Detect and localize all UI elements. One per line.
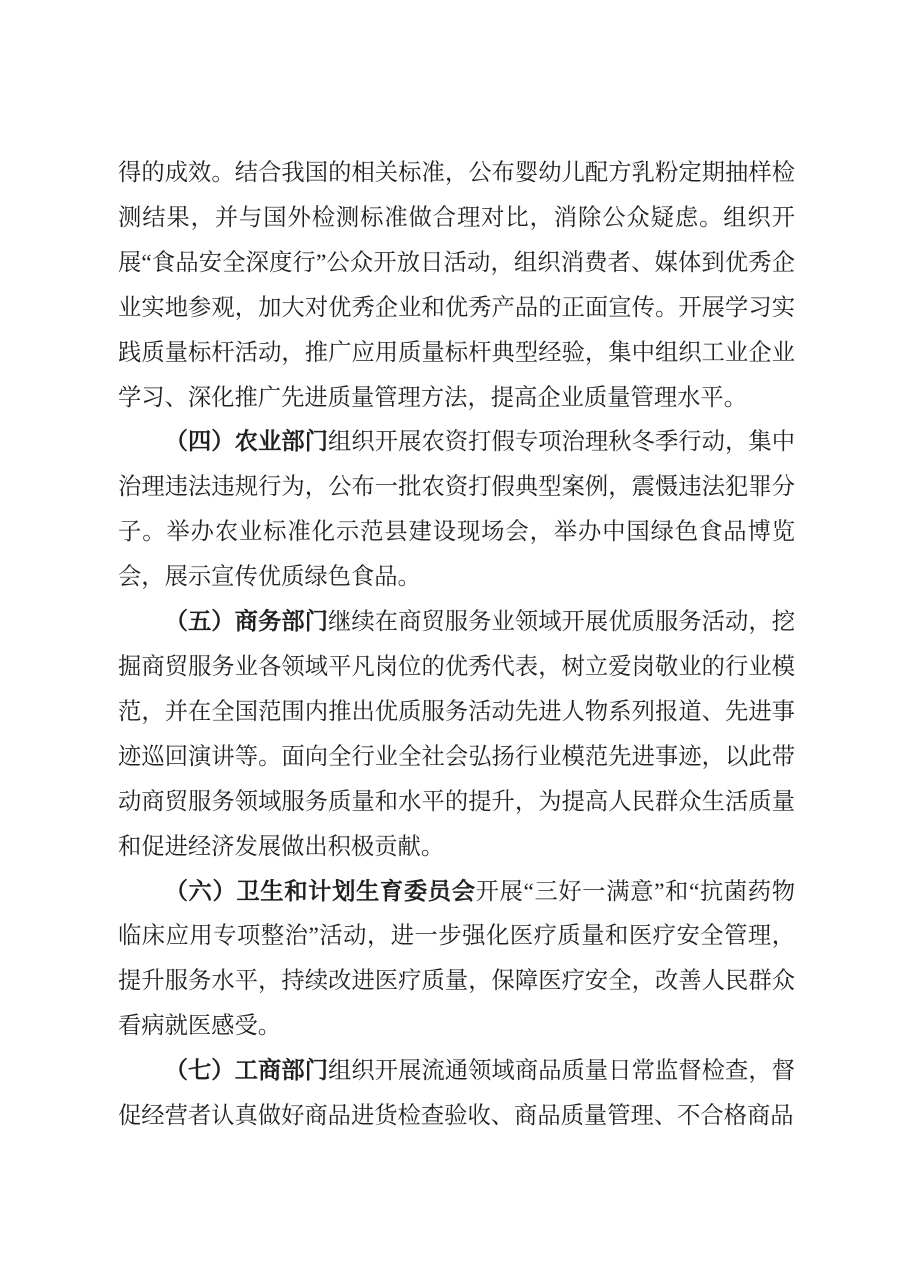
paragraph-section-7-text: 组织开展流通领域商品质量日常监督检查，督促经营者认真做好商品进货检查验收、商品质量管理、不合格商品 <box>118 1058 795 1130</box>
paragraph-section-4-lead: （四）农业部门 <box>164 429 329 456</box>
paragraph-section-5-lead: （五）商务部门 <box>164 609 329 636</box>
paragraph-section-6-lead: （六）卫生和计划生育委员会 <box>164 878 476 905</box>
paragraph-section-4-text: 组织开展农资打假专项治理秋冬季行动，集中治理违法违规行为，公布一批农资打假典型案例，震慑违法犯罪分子。举办农业标准化示范县建设现场会，举办中国绿色食品博览会，展示宣传优质绿色食品。 <box>118 429 795 591</box>
paragraph-section-4 <box>118 420 795 600</box>
document-page <box>118 151 795 1139</box>
paragraph-section-7-lead: （七）工商部门 <box>164 1058 329 1085</box>
paragraph-continuation-text: 得的成效。结合我国的相关标准，公布婴幼儿配方乳粉定期抽样检测结果，并与国外检测标准做合理对比，消除公众疑虑。组织开展“食品安全深度行”公众开放日活动，组织消费者、媒体到优秀企业实地参观，加大对优秀企业和优秀产品的正面宣传。开展学习实践质量标杆活动，推广应用质量标杆典型经验，集中组织工业企业学习、深化推广先进质量管理方法，提高企业质量管理水平。 <box>118 160 795 411</box>
paragraph-section-6 <box>118 870 795 1050</box>
paragraph-section-7 <box>118 1049 795 1139</box>
paragraph-section-6-text: 开展“三好一满意”和“抗菌药物临床应用专项整治”活动，进一步强化医疗质量和医疗安全管理，提升服务水平，持续改进医疗质量，保障医疗安全，改善人民群众看病就医感受。 <box>118 878 795 1040</box>
paragraph-continuation <box>118 151 795 420</box>
paragraph-section-5-text: 继续在商贸服务业领域开展优质服务活动，挖掘商贸服务业各领域平凡岗位的优秀代表，树立爱岗敬业的行业模范，并在全国范围内推出优质服务活动先进人物系列报道、先进事迹巡回演讲等。面向全行业全社会弘扬行业模范先进事迹，以此带动商贸服务领域服务质量和水平的提升，为提高人民群众生活质量和促进经济发展做出积极贡献。 <box>118 609 795 860</box>
paragraph-section-5 <box>118 600 795 869</box>
